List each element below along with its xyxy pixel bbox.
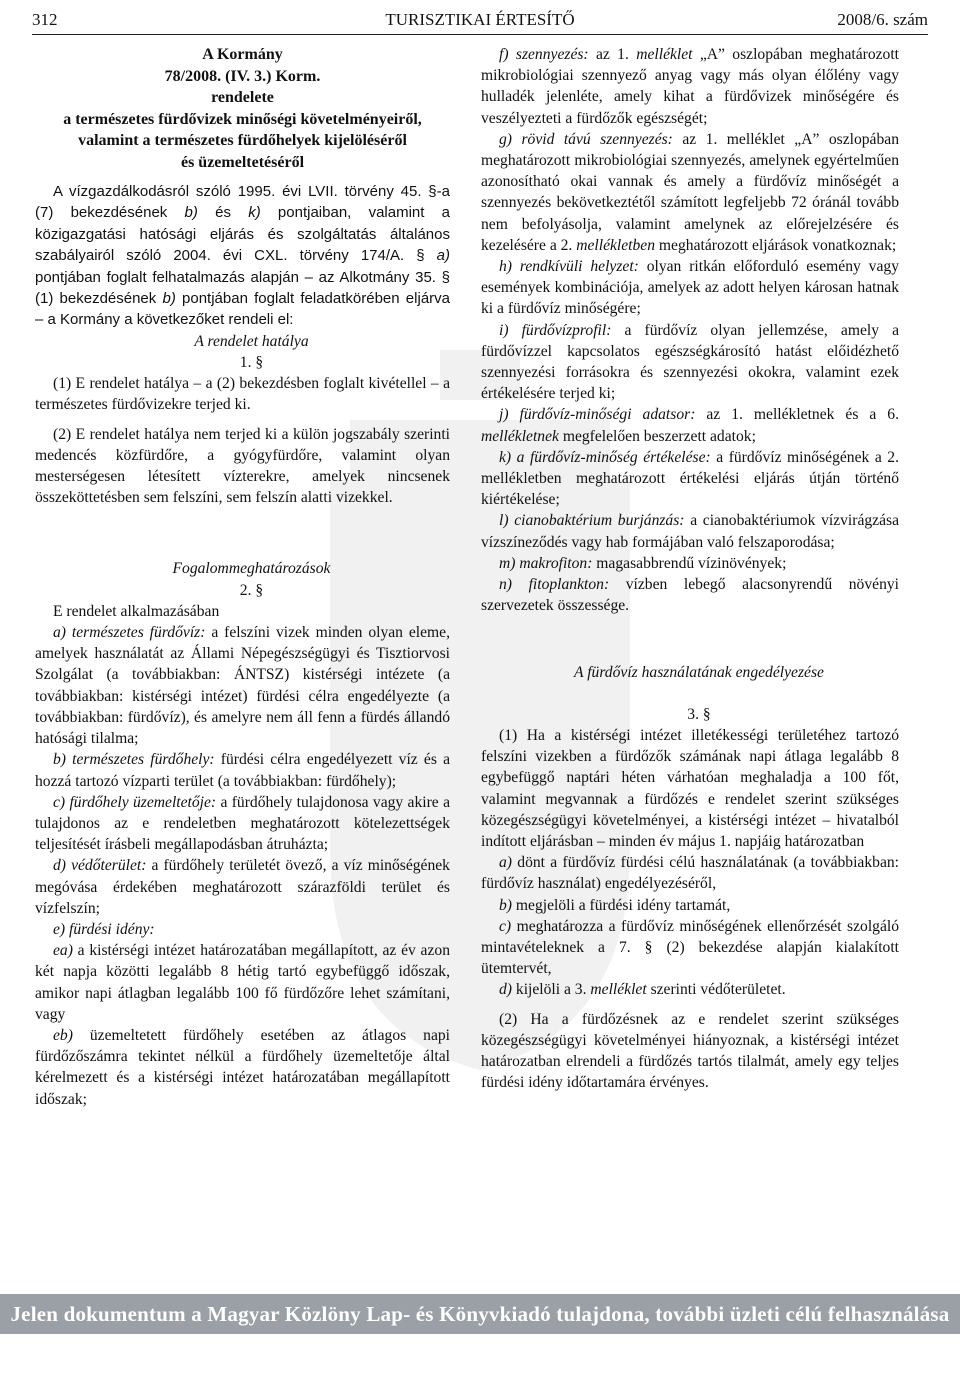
definition-m: m) makrofiton: magasabbrendű vízinövények; (499, 554, 787, 572)
permit-item-c: c) meghatározza a fürdővíz minőségének ellenőrzését szolgáló mintavételeknek a 7. § (2) bekezdése alapján kialakított ütemtervét, (481, 917, 899, 978)
permit-item-b: b) megjelöli a fürdési idény tartamát, (499, 896, 731, 914)
definition-h: h) rendkívüli helyzet: olyan ritkán előforduló esemény vagy események kombinációja, amelyek az adott helyen károsan hatnak ki a fürdővíz minőségére; (481, 258, 899, 318)
decree-title: A Kormány 78/2008. (IV. 3.) Korm. rendelete a természetes fürdővizek minőségi követelményeiről, valamint a természetes fürdőhelyek kijelöléséről és üzemeltetéséről (63, 46, 422, 171)
permit-item-a: a) dönt a fürdővíz fürdési célú használatának (a továbbiakban: fürdővíz használat) engedélyezéséről, (481, 854, 899, 893)
definition-d: d) védőterület: a fürdőhely területét övező, a víz minőségének megóvása érdekében meghatározott szárazföldi terület és vízfelszín; (35, 857, 450, 917)
section-number-2: 2. § (239, 581, 264, 599)
section-number-1: 1. § (239, 354, 264, 372)
paragraph: (1) E rendelet hatálya – a (2) bekezdésben foglalt kivétellel – a természetes fürdővizekre terjed ki. (35, 375, 450, 414)
definition-ea: ea) a kistérségi intézet határozatában megállapított, az év azon két napja közötti legalább 8 hétig tartó egybefüggő időszak, amikor napi átlagban legalább 100 fő fürdőzőre lehet számítani, vagy (35, 942, 450, 1023)
definition-eb: eb) üzemeltetett fürdőhely esetében az átlagos napi fürdőzőszámra tekintet nélkül a fürdőhely üzemeltetője által kérelmezett és a kistérségi intézet határozatában megállapított időszak; (35, 1026, 450, 1108)
definition-j: j) fürdővíz-minőségi adatsor: az 1. mellékletnek és a 6. mellékletnek megfelelően beszerzett adatok; (481, 406, 899, 445)
preamble: A vízgazdálkodásról szóló 1995. évi LVII. törvény 45. §-a (7) bekezdésének b) és k) pontjaiban, valamint a közigazgatási hatósági eljárás és szolgáltatás általános szabályairól szóló 2004. évi CXL. törvény 174/A. § a) pontjában foglalt felhatalmazás alapján – az Alkotmány 35. § (1) bekezdésének b) pontjában foglalt feladatkörében eljárva – a Kormány a következőket rendeli el: (35, 183, 450, 329)
page-number: 312 (32, 10, 58, 29)
definition-b: b) természetes fürdőhely: fürdési célra engedélyezett víz és a hozzá tartozó vízparti terület (a továbbiakban: fürdőhely); (35, 751, 450, 790)
definition-n: n) fitoplankton: vízben lebegő alacsonyrendű növényi szervezetek összessége. (481, 576, 899, 615)
issue-number: 2008/6. szám (837, 10, 928, 29)
section-title-permit: A fürdővíz használatának engedélyezése (574, 664, 824, 682)
definition-a: a) természetes fürdővíz: a felszíni vizek minden olyan eleme, amelyek használatát az Állami Népegészségügyi és Tisztiorvosi Szolgálat (a továbbiakban: ÁNTSZ) kistérségi intézete (a továbbiakban: kistérségi intézet) fürdési célra engedélyezte (a továbbiakban: fürdővíz), és amelyre nem áll fenn a fürdés állandó hatósági tilalma; (35, 624, 450, 748)
left-column (35, 44, 450, 1110)
page-header (32, 8, 928, 35)
copyright-footer: Jelen dokumentum a Magyar Közlöny Lap- és Könyvkiadó tulajdona, további üzleti célú felhasználása tilos! (0, 1294, 960, 1334)
paragraph: E rendelet alkalmazásában (53, 602, 220, 620)
right-column (481, 44, 899, 1093)
section-number-3: 3. § (687, 705, 711, 723)
definition-l: l) cianobaktérium burjánzás: a cianobaktériumok vízvirágzása vízszíneződés vagy hab formájában való felszaporodása; (481, 512, 899, 551)
section-title-definitions: Fogalommeghatározások (172, 560, 331, 578)
definition-e: e) fürdési idény: (53, 920, 155, 938)
paragraph: (2) Ha a fürdőzésnek az e rendelet szerint szükséges közegészségügyi követelményei hiányoznak, a kistérségi intézet határozatban elrendeli a fürdőzés tartós tilalmát, amely egy teljes fürdési idény időtartamára érvényes. (481, 1010, 899, 1092)
definition-f: f) szennyezés: az 1. melléklet „A” oszlopában meghatározott mikrobiológiai szennyező anyag vagy más olyan élőlény vagy hulladék jelenléte, amely kihat a fürdővizek minőségére és veszélyezteti a fürdőzők egészségét; (481, 46, 899, 127)
paragraph: (2) E rendelet hatálya nem terjed ki a külön jogszabály szerinti medencés közfürdőre, a gyógyfürdőre, valamint olyan mesterségesen létesített vízterekre, amelyek nincsenek összeköttetésben sem felszíni, sem felszín alatti vizekkel. (35, 425, 450, 507)
journal-title: TURISZTIKAI ÉRTESÍTŐ (385, 10, 575, 29)
paragraph: (1) Ha a kistérségi intézet illetékességi területéhez tartozó felszíni vizekben a fürdőzők számának napi átlaga legalább 8 egybefüggő naptári héten várhatóan meghaladja a 100 főt, valamint megvannak a fürdőzés e rendelet szerint szükséges közegészségügyi követelményei, a kistérségi intézet – hivatalból indított eljárásban – minden év május 1. napjáig határozatban (481, 726, 899, 850)
definition-i: i) fürdővízprofil: a fürdővíz olyan jellemzése, amely a fürdővízzel kapcsolatos egészségkárosító hatást előidézhető szennyezési forrásokra és szennyezési okokra, valamint ezek értékelésére terjed ki; (481, 321, 899, 403)
definition-k: k) a fürdővíz-minőség értékelése: a fürdővíz minőségének a 2. mellékletben meghatározott értékelési eljárás útján történő kiértékelése; (481, 448, 899, 509)
permit-item-d: d) kijelöli a 3. melléklet szerinti védőterületet. (499, 981, 786, 999)
section-title-scope: A rendelet hatálya (194, 332, 309, 350)
definition-g: g) rövid távú szennyezés: az 1. melléklet „A” oszlopában meghatározott mikrobiológiai szennyezés, amelynek egyértelműen azonosítható okai vannak és amely a fürdővíz minőségét a szennyezés bekövetkeztétől számított legfeljebb 72 óránál tovább nem befolyásolja, valamint amelynek az előrejelzésére és kezelésére a 2. mellékletben meghatározott eljárások vonatkoznak; (481, 130, 899, 254)
definition-c: c) fürdőhely üzemeltetője: a fürdőhely tulajdonosa vagy akire a tulajdonos az e rendeletben meghatározott kötelezettségek teljesítését írásbeli megállapodásban átruházta; (35, 793, 450, 854)
